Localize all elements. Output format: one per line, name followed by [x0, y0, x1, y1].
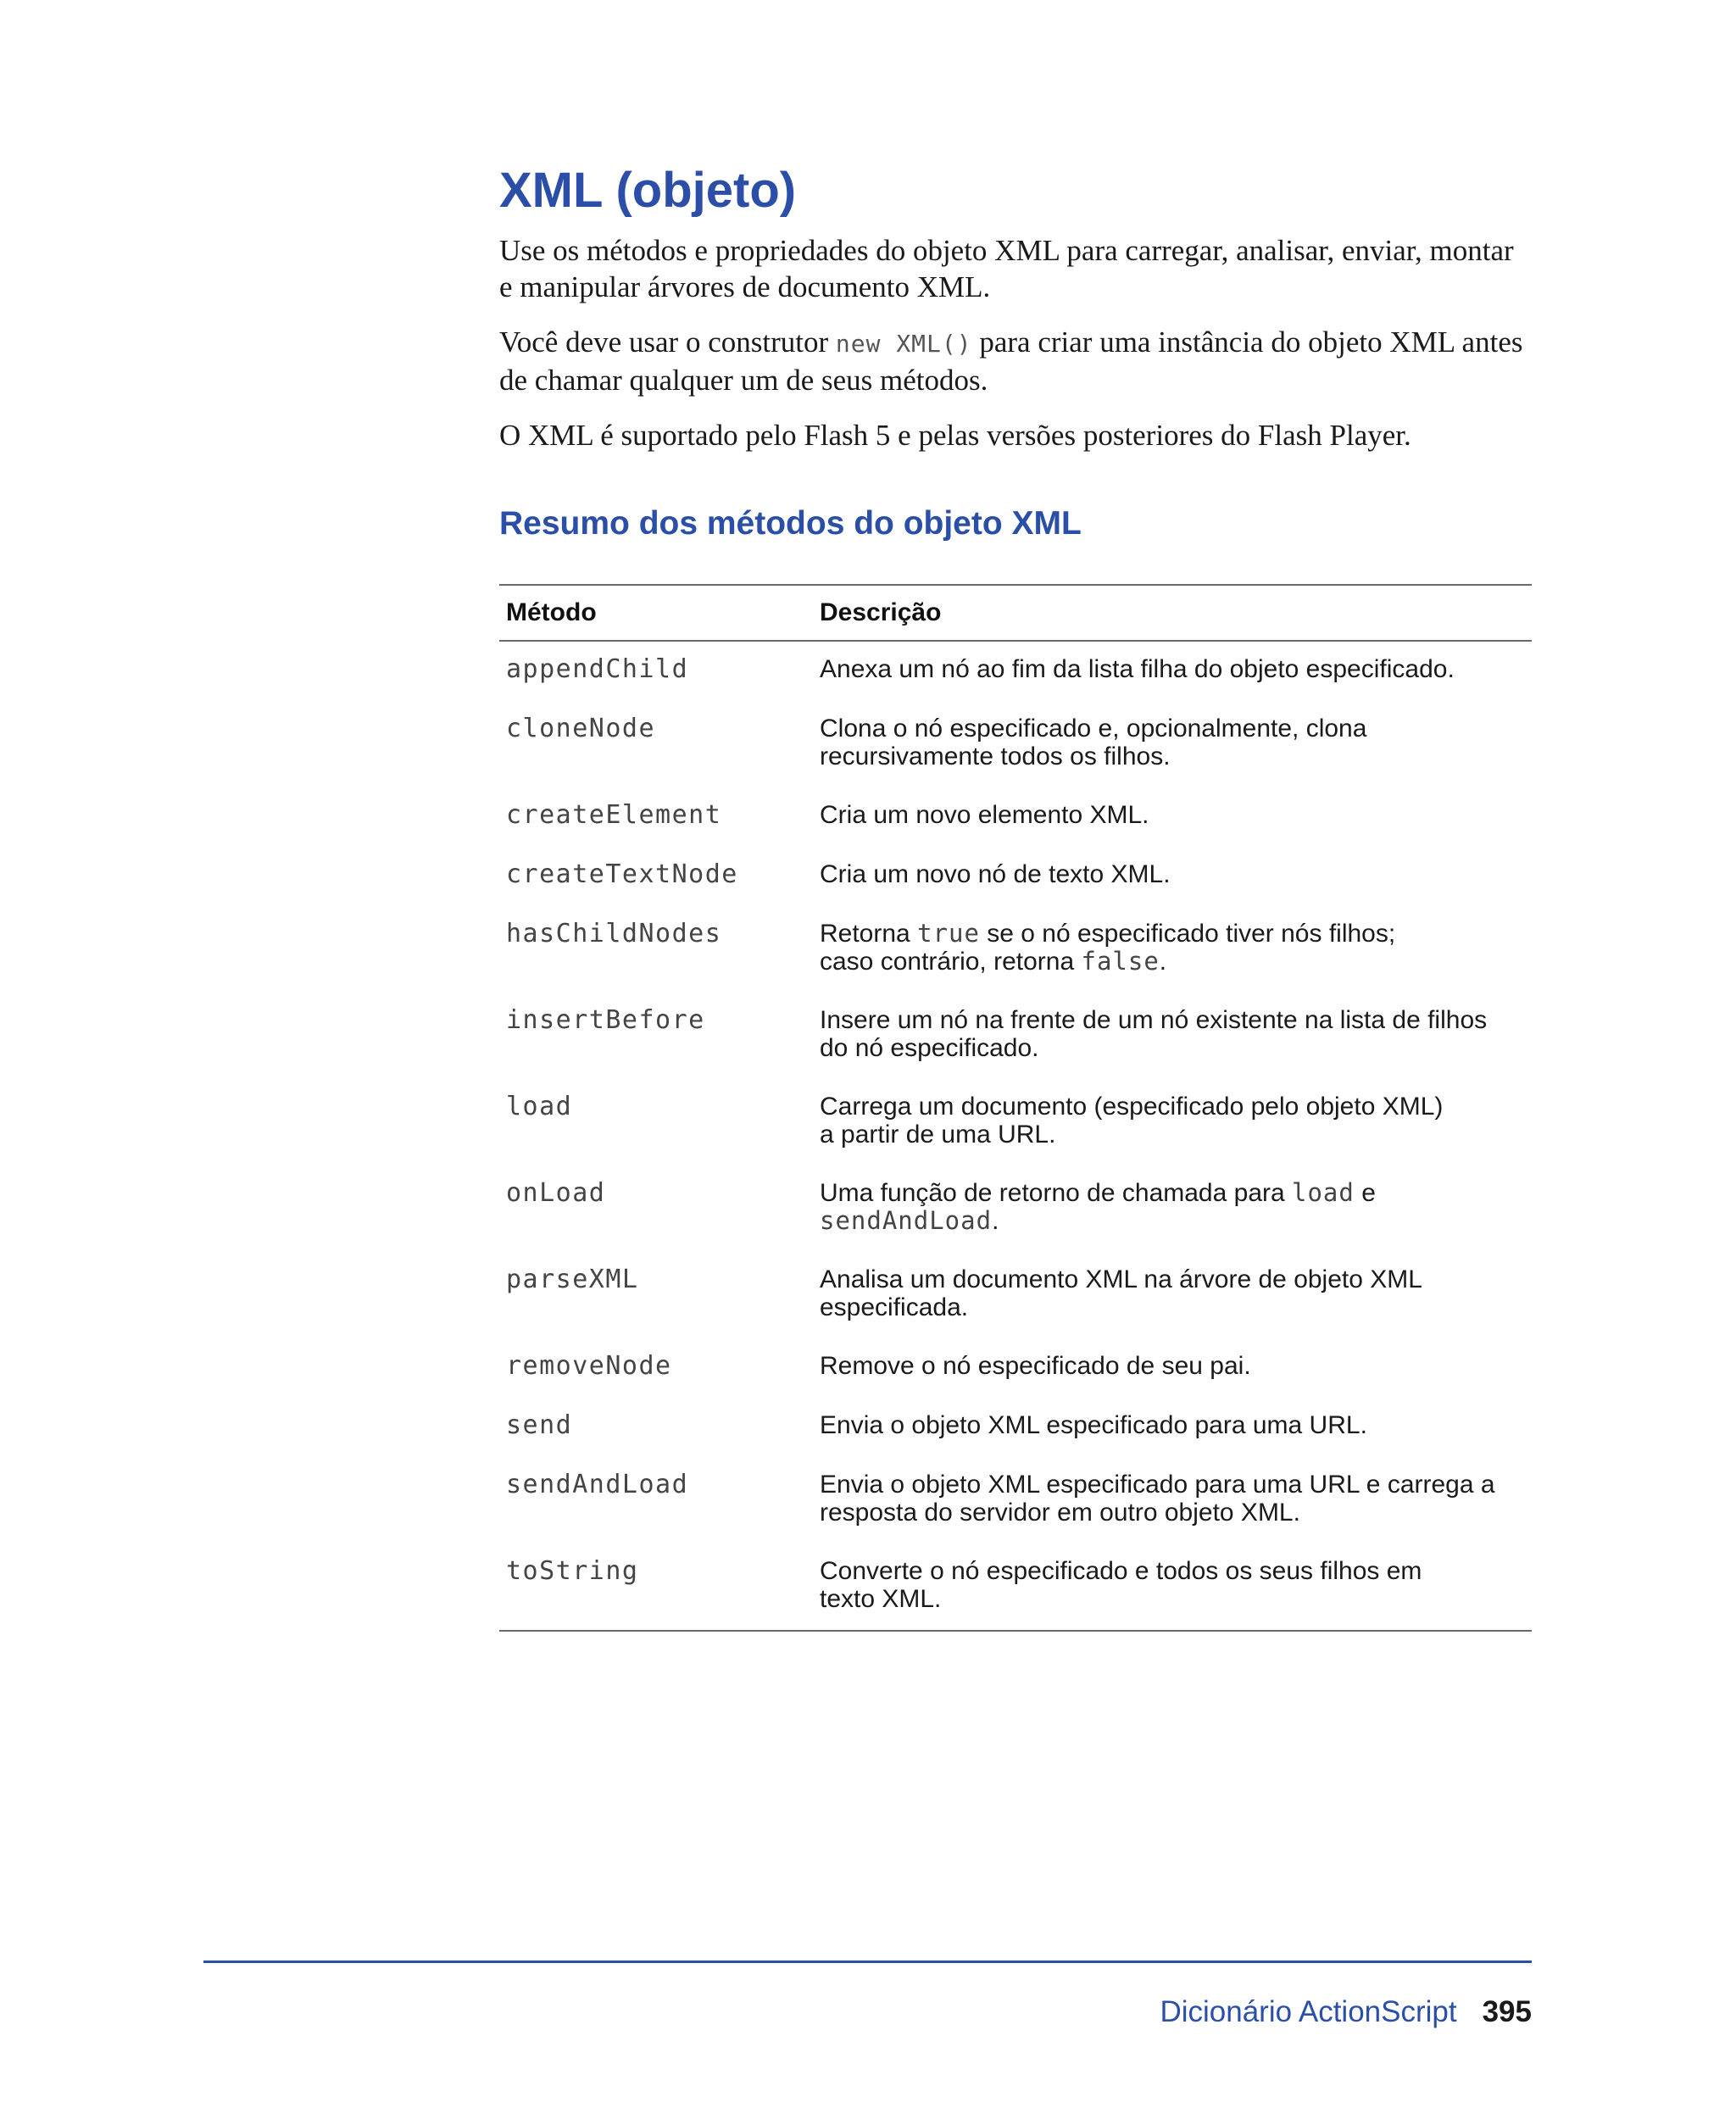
table-row — [499, 1252, 1532, 1338]
method-description: Envia o objeto XML especificado para uma URL. — [820, 1411, 1367, 1439]
constructor-code: new XML() — [835, 330, 972, 358]
method-name: toString — [506, 1556, 639, 1586]
table-row — [499, 906, 1532, 993]
table-row — [499, 1338, 1532, 1398]
code-sendandload: sendAndLoad — [820, 1206, 993, 1235]
method-name: cloneNode — [506, 714, 656, 743]
method-name: hasChildNodes — [506, 919, 722, 948]
method-description: Cria um novo elemento XML. — [820, 801, 1149, 829]
footer-label: Dicionário ActionScript — [1160, 1995, 1457, 2028]
method-description: Clona o nó especificado e, opcionalmente, clona recursivamente todos os filhos. — [820, 715, 1367, 770]
table-row — [499, 701, 1532, 787]
method-description: Cria um novo nó de texto XML. — [820, 860, 1171, 888]
table-row — [499, 1165, 1532, 1252]
method-description: Retorna true se o nó especificado tiver nós filhos; caso contrário, retorna false. — [820, 919, 1396, 976]
method-description: Remove o nó especificado de seu pai. — [820, 1352, 1251, 1380]
method-description: Analisa um documento XML na árvore de objeto XML especificada. — [820, 1265, 1422, 1321]
page-title: XML (objeto) — [499, 163, 797, 218]
method-name: send — [506, 1410, 573, 1440]
table-body — [499, 641, 1532, 1631]
method-description: Converte o nó especificado e todos os seus filhos em texto XML. — [820, 1557, 1422, 1613]
method-name: createTextNode — [506, 859, 738, 889]
header-method: Método — [506, 598, 597, 626]
intro-text-before-code: Você deve usar o construtor — [499, 325, 836, 359]
header-description: Descrição — [820, 598, 942, 626]
method-name: appendChild — [506, 654, 689, 684]
method-name: parseXML — [506, 1265, 639, 1294]
code-false: false — [1081, 947, 1160, 976]
table-row — [499, 787, 1532, 847]
method-description: Insere um nó na frente de um nó existente na lista de filhos do nó especificado. — [820, 1006, 1488, 1062]
intro-paragraph-2 — [499, 324, 1532, 398]
table-row — [499, 1079, 1532, 1165]
section-title: Resumo dos métodos do objeto XML — [499, 505, 1082, 542]
table-row — [499, 1457, 1532, 1543]
method-name: load — [506, 1092, 573, 1121]
method-description: Carrega um documento (especificado pelo objeto XML) a partir de uma URL. — [820, 1093, 1444, 1148]
method-description: Anexa um nó ao fim da lista filha do objeto especificado. — [820, 655, 1455, 683]
footer — [1160, 1994, 1532, 2031]
method-name: sendAndLoad — [506, 1470, 689, 1499]
table-header — [499, 585, 1532, 641]
method-description: Uma função de retorno de chamada para load e sendAndLoad. — [820, 1178, 1376, 1235]
page-content — [499, 161, 1532, 1632]
table-row — [499, 641, 1532, 701]
code-load: load — [1292, 1178, 1355, 1207]
table-row — [499, 993, 1532, 1079]
intro-paragraph-3: O XML é suportado pelo Flash 5 e pelas versões posteriores do Flash Player. — [499, 419, 1411, 452]
page-number: 395 — [1482, 1995, 1532, 2028]
table-row — [499, 1543, 1532, 1631]
footer-rule — [203, 1960, 1532, 1963]
method-name: createElement — [506, 800, 722, 830]
table-row — [499, 1398, 1532, 1457]
code-true: true — [917, 919, 980, 948]
method-name: removeNode — [506, 1351, 672, 1381]
method-name: onLoad — [506, 1178, 606, 1208]
table-row — [499, 847, 1532, 906]
method-description: Envia o objeto XML especificado para uma URL e carrega a resposta do servidor em outro objeto XML. — [820, 1471, 1495, 1527]
method-name: insertBefore — [506, 1005, 705, 1035]
methods-table — [499, 584, 1532, 1632]
intro-paragraph-1: Use os métodos e propriedades do objeto XML para carregar, analisar, enviar, montar e manipular árvores de documento XML. — [499, 234, 1514, 303]
table-header-row — [499, 585, 1532, 641]
intro-text-after-code: para criar uma instância do objeto XML antes de chamar qualquer um de seus métodos. — [499, 325, 1523, 397]
